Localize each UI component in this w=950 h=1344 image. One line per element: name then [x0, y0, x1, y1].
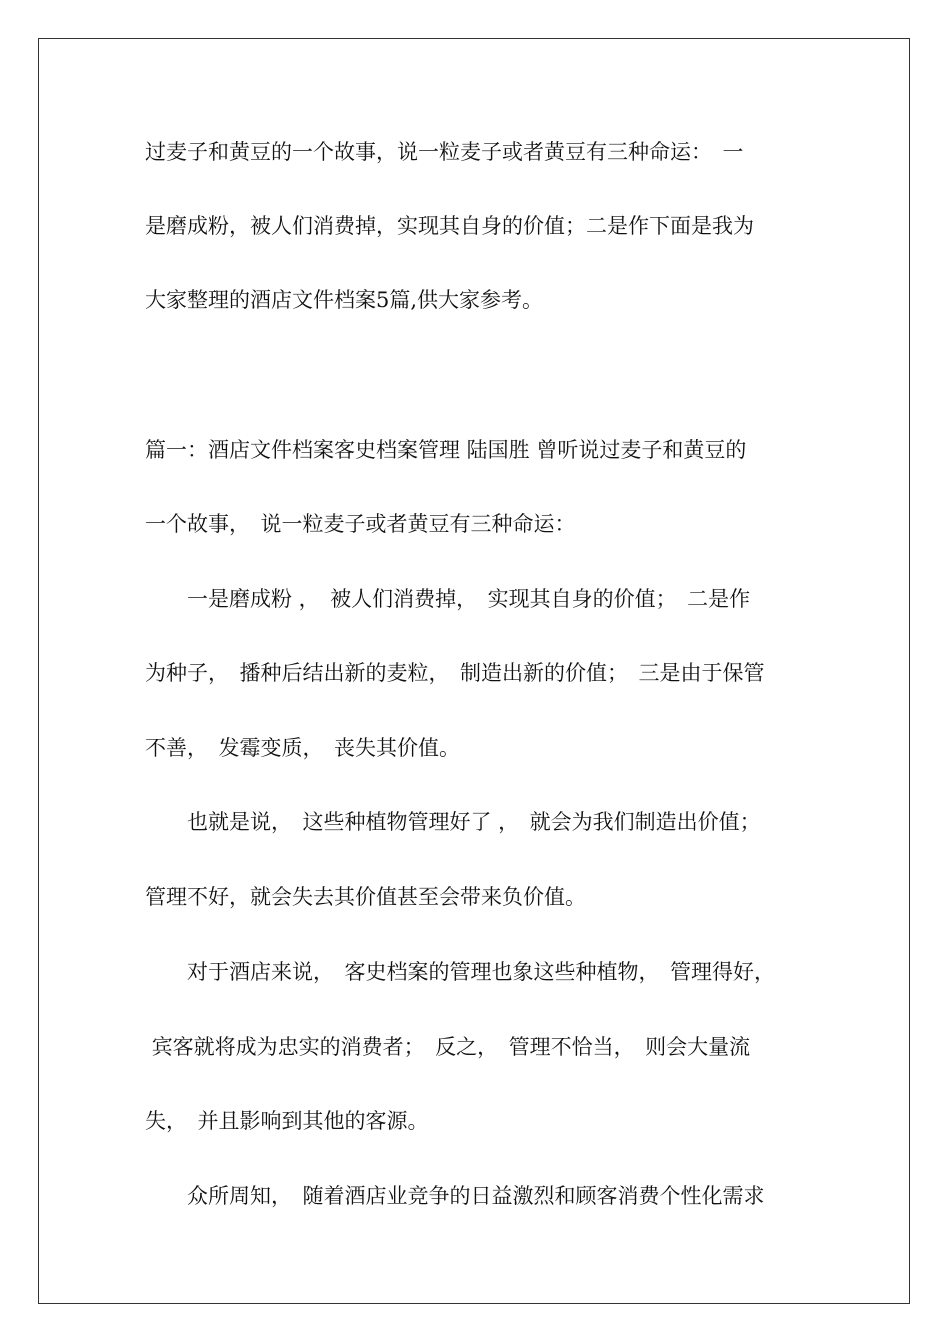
text-line-1: 过麦子和黄豆的一个故事，说一粒麦子或者黄豆有三种命运： 一 — [145, 140, 744, 164]
text-line-10: 管理不好，就会失去其价值甚至会带来负价值。 — [145, 885, 586, 909]
text-line-5: 一个故事， 说一粒麦子或者黄豆有三种命运： — [145, 512, 576, 536]
text-line-9: 也就是说， 这些种植物管理好了 ， 就会为我们制造出价值； — [145, 810, 761, 834]
text-line-4: 篇一：酒店文件档案客史档案管理 陆国胜 曾听说过麦子和黄豆的 — [145, 438, 747, 462]
text-line-7: 为种子， 播种后结出新的麦粒， 制造出新的价值； 三是由于保管 — [145, 661, 765, 685]
text-line-12: 宾客就将成为忠实的消费者； 反之， 管理不恰当， 则会大量流 — [145, 1035, 751, 1059]
text-line-2: 是磨成粉，被人们消费掉，实现其自身的价值；二是作下面是我为 — [145, 214, 754, 238]
text-line-3: 大家整理的酒店文件档案5篇,供大家参考。 — [145, 288, 544, 312]
text-line-6: 一是磨成粉 ， 被人们消费掉， 实现其自身的价值； 二是作 — [145, 587, 751, 611]
text-line-14: 众所周知， 随着酒店业竞争的日益激烈和顾客消费个性化需求 — [145, 1184, 765, 1208]
text-line-11: 对于酒店来说， 客史档案的管理也象这些种植物， 管理得好， — [145, 960, 775, 984]
text-line-8: 不善， 发霉变质， 丧失其价值。 — [145, 736, 460, 760]
text-line-13: 失， 并且影响到其他的客源。 — [145, 1109, 429, 1133]
